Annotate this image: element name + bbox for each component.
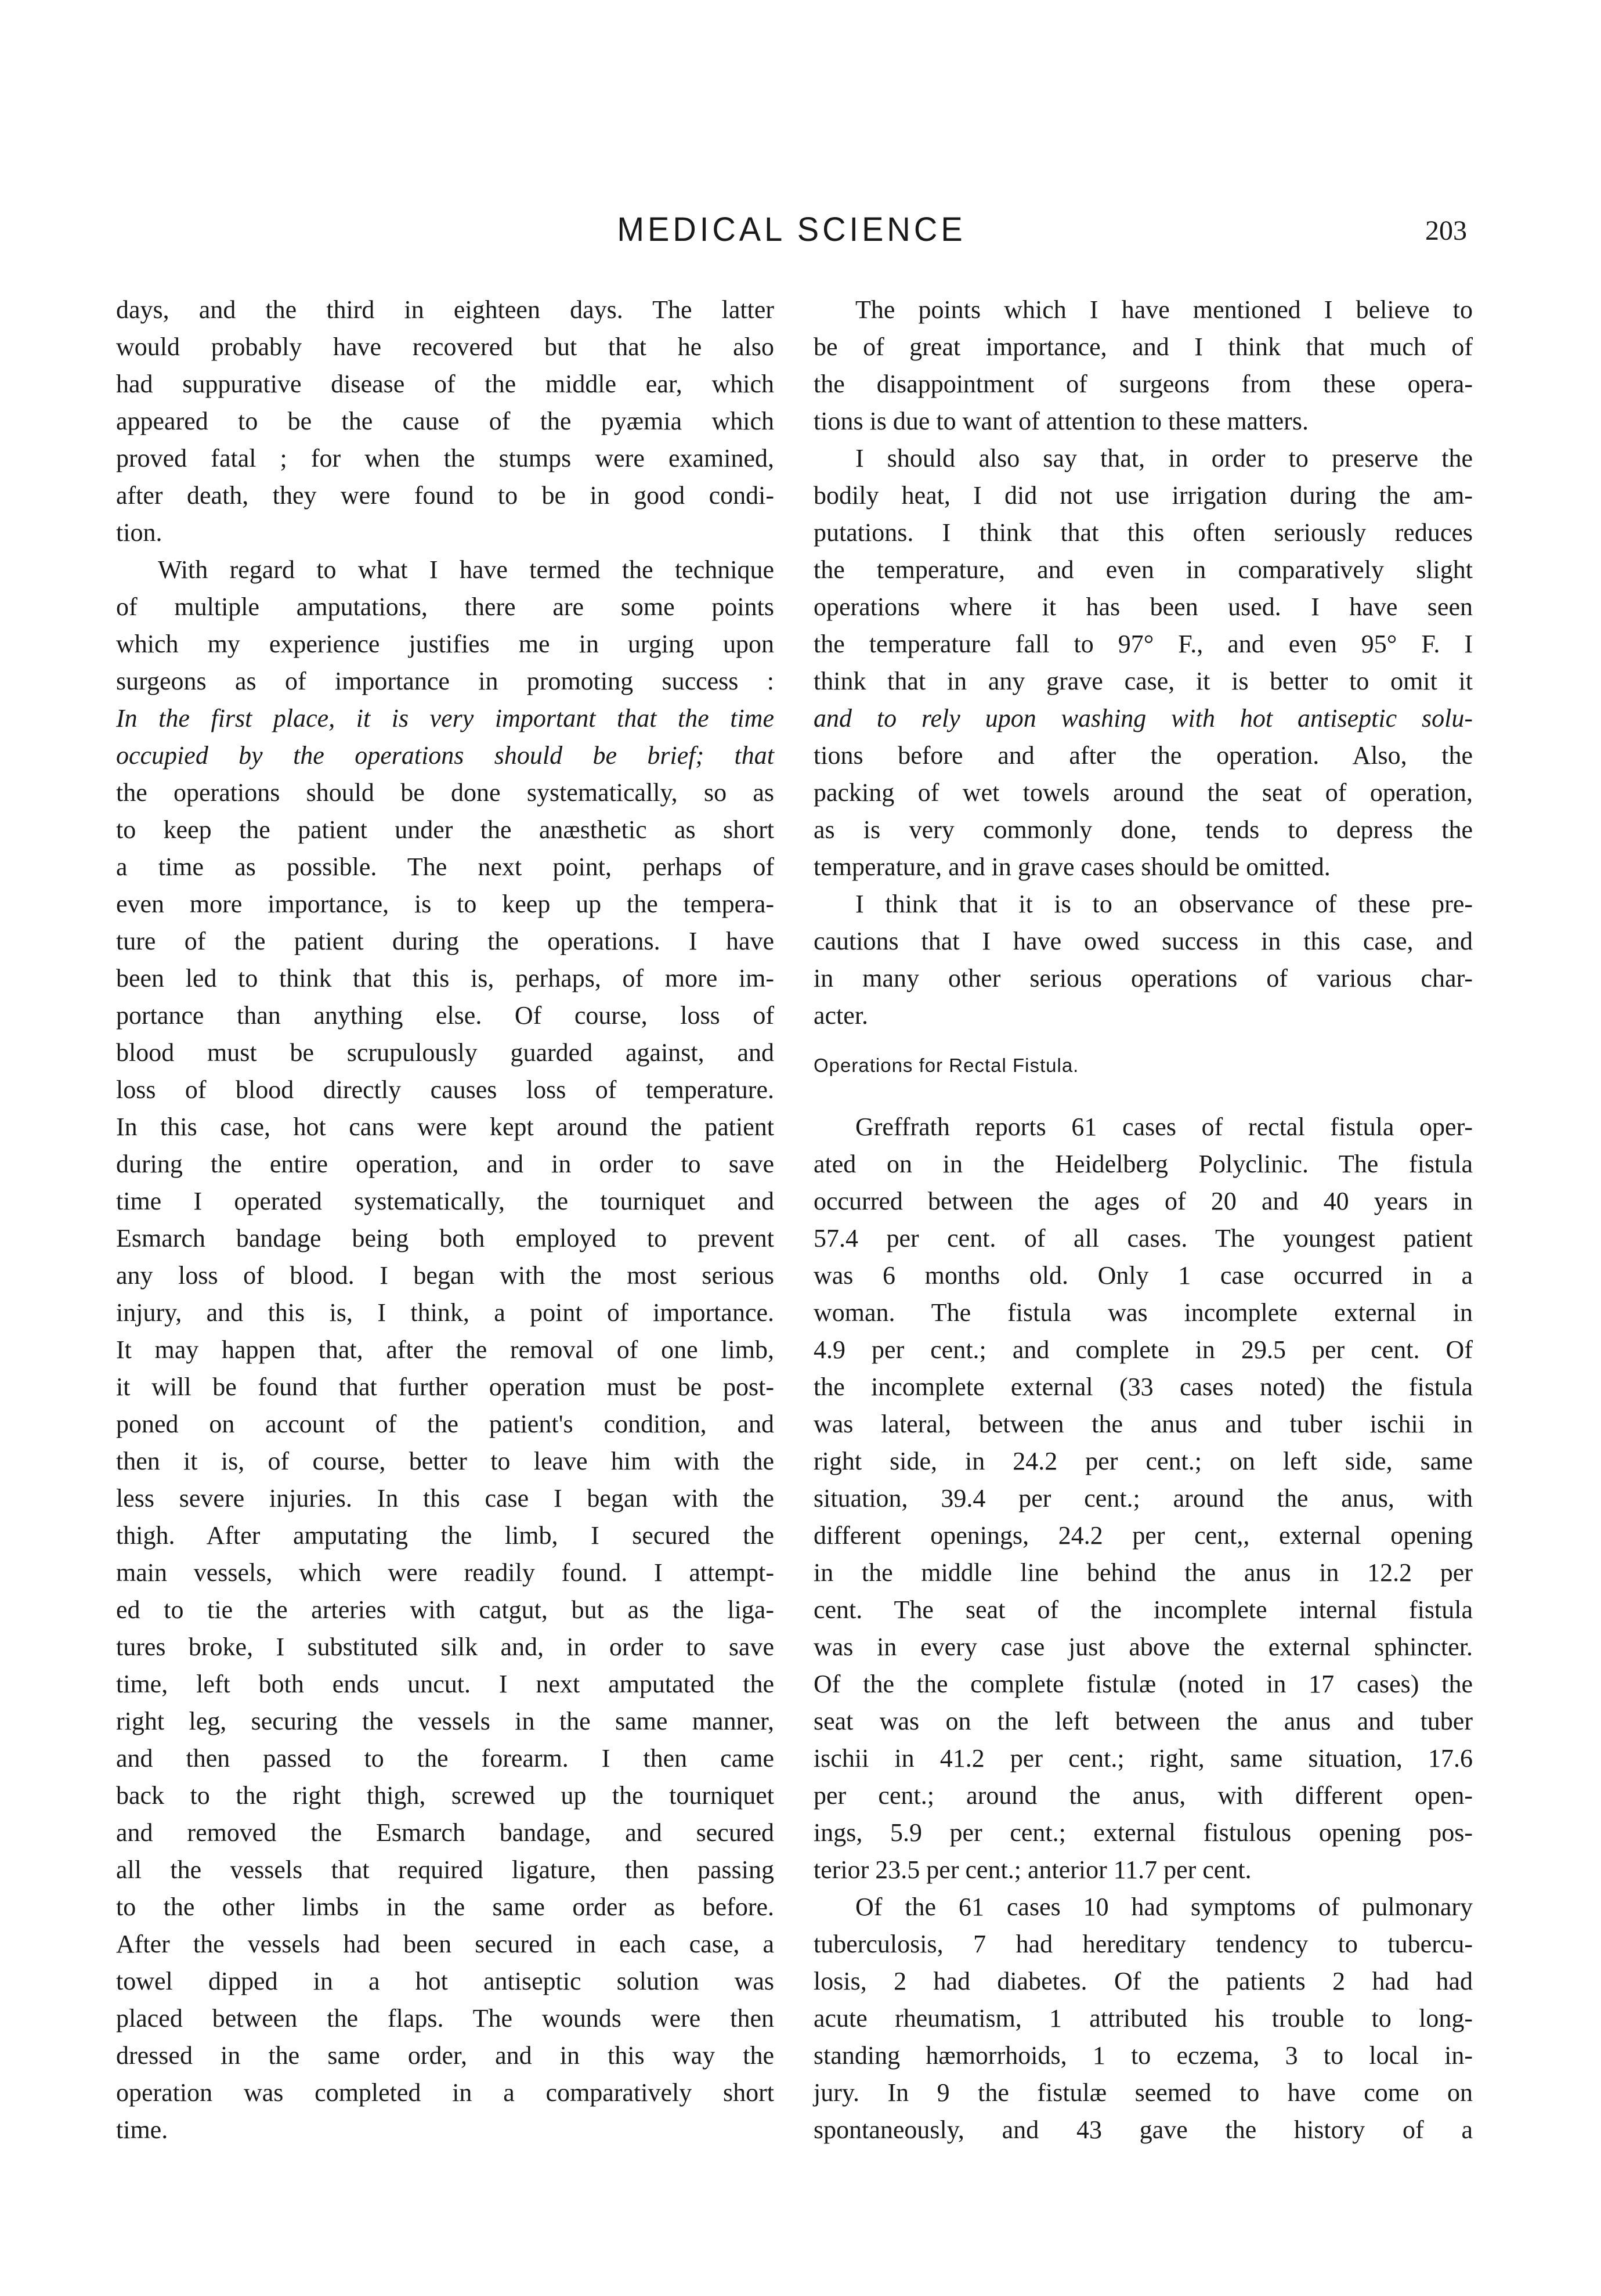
text-line: in the middle line behind the anus in 12.2 per bbox=[814, 1558, 1473, 1587]
text-line: In the first place, it is very important that the time bbox=[116, 704, 774, 732]
text-line: acute rheumatism, 1 attributed his trouble to long- bbox=[814, 2004, 1473, 2033]
text-line: poned on account of the patient's condition, and bbox=[116, 1410, 774, 1438]
text-line: would probably have recovered but that he also bbox=[116, 333, 774, 361]
text-line: and removed the Esmarch bandage, and secured bbox=[116, 1818, 774, 1847]
text-line: during the entire operation, and in order to save bbox=[116, 1150, 774, 1178]
text-line: tion. bbox=[116, 518, 162, 547]
text-line: occurred between the ages of 20 and 40 years in bbox=[814, 1187, 1473, 1215]
text-line: With regard to what I have termed the technique bbox=[158, 555, 774, 584]
text-line: standing hæmorrhoids, 1 to eczema, 3 to local in- bbox=[814, 2041, 1473, 2070]
text-line: woman. The fistula was incomplete external in bbox=[814, 1298, 1473, 1327]
text-line: operation was completed in a comparatively short bbox=[116, 2078, 774, 2107]
text-line: ed to tie the arteries with catgut, but as the liga- bbox=[116, 1595, 774, 1624]
text-line: which my experience justifies me in urging upon bbox=[116, 630, 774, 658]
text-line: tuberculosis, 7 had hereditary tendency to tubercu- bbox=[814, 1930, 1473, 1958]
paragraph bbox=[814, 1109, 1473, 1889]
text-line: Esmarch bandage being both employed to prevent bbox=[116, 1224, 774, 1252]
text-line: a time as possible. The next point, perhaps of bbox=[116, 853, 774, 881]
text-line: right side, in 24.2 per cent.; on left side, same bbox=[814, 1447, 1473, 1475]
text-line: in many other serious operations of various char- bbox=[814, 964, 1473, 992]
text-line: of multiple amputations, there are some points bbox=[116, 593, 774, 621]
text-line: was in every case just above the external sphincter. bbox=[814, 1633, 1473, 1661]
text-line: In this case, hot cans were kept around the patient bbox=[116, 1113, 774, 1141]
text-line: temperature, and in grave cases should be omitted. bbox=[814, 853, 1331, 881]
text-line: After the vessels had been secured in each case, a bbox=[116, 1930, 774, 1958]
text-line: thigh. After amputating the limb, I secured the bbox=[116, 1521, 774, 1550]
text-line: the temperature fall to 97° F., and even 95° F. I bbox=[814, 630, 1473, 658]
paragraph bbox=[814, 291, 1473, 440]
text-line: back to the right thigh, screwed up the tourniquet bbox=[116, 1781, 774, 1810]
text-line: be of great importance, and I think that much of bbox=[814, 333, 1473, 361]
text-line: then it is, of course, better to leave him with the bbox=[116, 1447, 774, 1475]
text-line: 4.9 per cent.; and complete in 29.5 per cent. Of bbox=[814, 1335, 1473, 1364]
text-line: The points which I have mentioned I believe to bbox=[855, 295, 1473, 324]
paragraph bbox=[116, 291, 774, 551]
text-line: jury. In 9 the fistulæ seemed to have come on bbox=[814, 2078, 1473, 2107]
text-line: ischii in 41.2 per cent.; right, same situation, 17.6 bbox=[814, 1744, 1473, 1772]
text-line: and then passed to the forearm. I then came bbox=[116, 1744, 774, 1772]
text-line: the operations should be done systematically, so as bbox=[116, 778, 774, 807]
text-line: and to rely upon washing with hot antiseptic solu- bbox=[814, 704, 1473, 732]
text-line: occupied by the operations should be brief; that bbox=[116, 741, 774, 770]
text-line: towel dipped in a hot antiseptic solution was bbox=[116, 1967, 774, 1995]
text-line: spontaneously, and 43 gave the history of a bbox=[814, 2116, 1473, 2144]
text-line: surgeons as of importance in promoting success : bbox=[116, 667, 774, 695]
text-line: less severe injuries. In this case I began with the bbox=[116, 1484, 774, 1512]
text-line: 57.4 per cent. of all cases. The youngest patient bbox=[814, 1224, 1473, 1252]
running-title: MEDICAL SCIENCE bbox=[617, 210, 966, 248]
text-line: injury, and this is, I think, a point of importance. bbox=[116, 1298, 774, 1327]
text-line: ings, 5.9 per cent.; external fistulous opening pos- bbox=[814, 1818, 1473, 1847]
text-line: it will be found that further operation must be post- bbox=[116, 1373, 774, 1401]
text-line: placed between the flaps. The wounds were then bbox=[116, 2004, 774, 2033]
paragraph bbox=[814, 886, 1473, 1034]
text-line: It may happen that, after the removal of one limb, bbox=[116, 1335, 774, 1364]
text-line: losis, 2 had diabetes. Of the patients 2 had had bbox=[814, 1967, 1473, 1995]
text-line: Of the the complete fistulæ (noted in 17 cases) the bbox=[814, 1670, 1473, 1698]
text-line: Greffrath reports 61 cases of rectal fistula oper- bbox=[855, 1113, 1473, 1141]
text-line: ated on in the Heidelberg Polyclinic. The fistula bbox=[814, 1150, 1473, 1178]
text-line: packing of wet towels around the seat of operation, bbox=[814, 778, 1473, 807]
text-line: the incomplete external (33 cases noted) the fistula bbox=[814, 1373, 1473, 1401]
text-line: as is very commonly done, tends to depress the bbox=[814, 815, 1473, 844]
text-line: had suppurative disease of the middle ear, which bbox=[116, 370, 774, 398]
text-line: seat was on the left between the anus and tuber bbox=[814, 1707, 1473, 1735]
text-line: to the other limbs in the same order as before. bbox=[116, 1893, 774, 1921]
text-line: cautions that I have owed success in this case, and bbox=[814, 927, 1473, 955]
text-line: situation, 39.4 per cent.; around the anus, with bbox=[814, 1484, 1473, 1512]
text-line: even more importance, is to keep up the tempera- bbox=[116, 890, 774, 918]
text-line: main vessels, which were readily found. I attempt- bbox=[116, 1558, 774, 1587]
left-column bbox=[116, 291, 774, 2149]
text-line: all the vessels that required ligature, then passing bbox=[116, 1855, 774, 1884]
text-line: tions is due to want of attention to these matters. bbox=[814, 407, 1309, 435]
text-line: any loss of blood. I began with the most serious bbox=[116, 1261, 774, 1290]
text-line: acter. bbox=[814, 1001, 869, 1030]
text-line: time. bbox=[116, 2116, 168, 2144]
paragraph bbox=[116, 551, 774, 2149]
text-line: portance than anything else. Of course, loss of bbox=[116, 1001, 774, 1030]
paragraph bbox=[814, 440, 1473, 886]
text-line: right leg, securing the vessels in the same manner, bbox=[116, 1707, 774, 1735]
page-number: 203 bbox=[1425, 215, 1467, 246]
text-line: after death, they were found to be in good condi- bbox=[116, 481, 774, 510]
text-line: putations. I think that this often seriously reduces bbox=[814, 518, 1473, 547]
text-line: dressed in the same order, and in this way the bbox=[116, 2041, 774, 2070]
text-line: tions before and after the operation. Also, the bbox=[814, 741, 1473, 770]
text-line: to keep the patient under the anæsthetic as short bbox=[116, 815, 774, 844]
text-line: terior 23.5 per cent.; anterior 11.7 per cent. bbox=[814, 1855, 1252, 1884]
text-line: ture of the patient during the operations. I have bbox=[116, 927, 774, 955]
text-line: blood must be scrupulously guarded against, and bbox=[116, 1038, 774, 1067]
text-line: was lateral, between the anus and tuber ischii in bbox=[814, 1410, 1473, 1438]
paragraph bbox=[814, 1889, 1473, 2149]
text-line: per cent.; around the anus, with different open- bbox=[814, 1781, 1473, 1810]
text-line: was 6 months old. Only 1 case occurred in a bbox=[814, 1261, 1473, 1290]
text-line: I should also say that, in order to preserve the bbox=[855, 444, 1473, 472]
text-line: days, and the third in eighteen days. The latter bbox=[116, 295, 774, 324]
text-line: loss of blood directly causes loss of temperature. bbox=[116, 1075, 774, 1104]
text-line: operations where it has been used. I have seen bbox=[814, 593, 1473, 621]
text-line: proved fatal ; for when the stumps were examined, bbox=[116, 444, 774, 472]
text-line: Of the 61 cases 10 had symptoms of pulmonary bbox=[855, 1893, 1473, 1921]
right-column bbox=[814, 291, 1473, 2149]
text-line: think that in any grave case, it is better to omit it bbox=[814, 667, 1473, 695]
text-line: the disappointment of surgeons from these opera- bbox=[814, 370, 1473, 398]
text-line: tures broke, I substituted silk and, in order to save bbox=[116, 1633, 774, 1661]
text-line: different openings, 24.2 per cent,, external opening bbox=[814, 1521, 1473, 1550]
text-line: cent. The seat of the incomplete internal fistula bbox=[814, 1595, 1473, 1624]
text-line: bodily heat, I did not use irrigation during the am- bbox=[814, 481, 1473, 510]
text-line: appeared to be the cause of the pyæmia which bbox=[116, 407, 774, 435]
text-line: time I operated systematically, the tourniquet and bbox=[116, 1187, 774, 1215]
text-line: been led to think that this is, perhaps, of more im- bbox=[116, 964, 774, 992]
section-heading: Operations for Rectal Fistula. bbox=[814, 1055, 1079, 1076]
text-line: the temperature, and even in comparatively slight bbox=[814, 555, 1473, 584]
text-line: I think that it is to an observance of these pre- bbox=[855, 890, 1473, 918]
text-line: time, left both ends uncut. I next amputated the bbox=[116, 1670, 774, 1698]
